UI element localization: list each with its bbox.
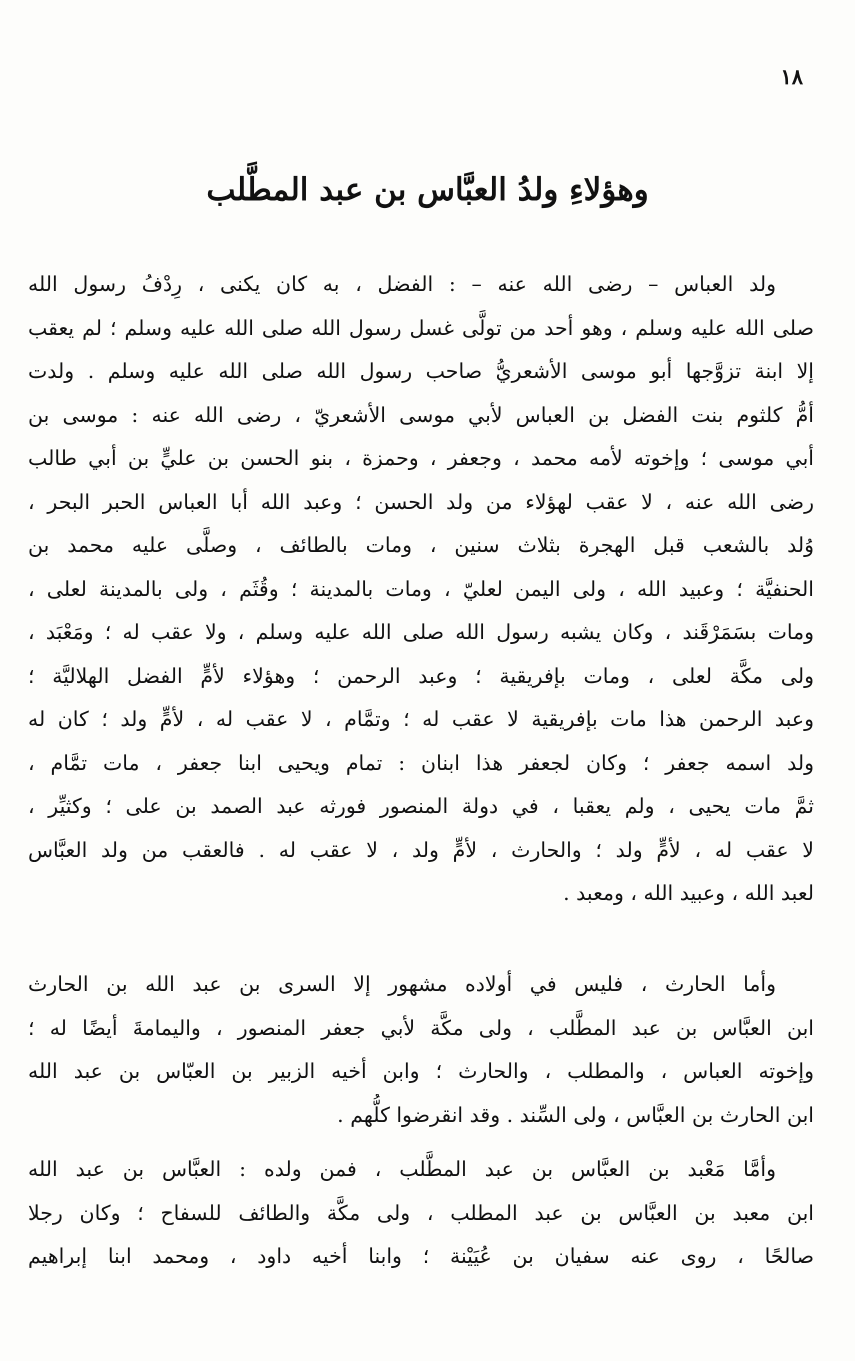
text-line: ابن العبَّاس بن عبد المطَّلب ، ولى مكَّة لأبي جعفر المنصور ، واليمامةَ أيضًا له ؛ bbox=[28, 1015, 814, 1040]
text-line: ولد اسمه جعفر ؛ وكان لجعفر هذا ابنان : تمام ويحيى ابنا جعفر ، مات تمَّام ، bbox=[28, 750, 814, 775]
text-line: وُلد بالشعب قبل الهجرة بثلاث سنين ، ومات بالطائف ، وصلَّى عليه محمد بن bbox=[28, 533, 814, 557]
text-line: ابن معبد بن العبَّاس بن عبد المطلب ، ولى مكَّة والطائف للسفاح ؛ وكان رجلا bbox=[28, 1200, 814, 1225]
text-line: لا عقب له ، لأمٍّ ولد ؛ والحارث ، لأمٍّ ولد ، لا عقب له . فالعقب من ولد العبَّاس bbox=[28, 837, 814, 862]
text-line: رضى الله عنه ، لا عقب لهؤلاء من ولد الحسن ؛ وعبد الله أبا العباس الحبر البحر ، bbox=[28, 489, 814, 514]
text-line: ابن الحارث بن العبَّاس ، ولى السِّند . وقد انقرضوا كلُّهم . bbox=[337, 1102, 814, 1127]
paragraph-2 bbox=[28, 963, 814, 1137]
paragraph-1 bbox=[28, 263, 814, 916]
text-line: صلى الله عليه وسلم ، وهو أحد من تولَّى غسل رسول الله صلى الله عليه وسلم ؛ لم يعقب bbox=[28, 315, 814, 340]
section-title: وهؤلاءِ ولدُ العبَّاس بن عبد المطَّلب bbox=[206, 172, 649, 208]
text-line: أبي موسى ؛ وإخوته لأمه محمد ، وجعفر ، وحمزة ، بنو الحسن بن عليٍّ بن أبي طالب bbox=[28, 446, 814, 470]
text-line: إلا ابنة تزوَّجها أبو موسى الأشعريُّ صاحب رسول الله صلى الله عليه وسلم . ولدت bbox=[28, 359, 814, 383]
paragraph-3 bbox=[28, 1148, 814, 1279]
text-line: لعبد الله ، وعبيد الله ، ومعبد . bbox=[563, 881, 814, 905]
text-line: وعبد الرحمن هذا مات بإفريقية لا عقب له ؛ وتمَّام ، لا عقب له ، لأمٍّ ولد ؛ كان له bbox=[28, 707, 814, 731]
text-line: وإخوته العباس ، والمطلب ، والحارث ؛ وابن أخيه الزبير بن العبّاس بن عبد الله bbox=[28, 1059, 814, 1083]
text-line: وأمَّا مَعْبد بن العبَّاس بن عبد المطَّلب ، فمن ولده : العبَّاس بن عبد الله bbox=[28, 1157, 776, 1181]
text-line: صالحًا ، روى عنه سفيان بن عُيَيْنة ؛ وابنا أخيه داود ، ومحمد ابنا إبراهيم bbox=[28, 1244, 814, 1268]
text-line: ومات بسَمَرْقَند ، وكان يشبه رسول الله صلى الله عليه وسلم ، ولا عقب له ؛ ومَعْبَد ، bbox=[28, 620, 814, 644]
text-line: ولد العباس – رضى الله عنه – : الفضل ، به كان يكنى ، رِدْفُ رسول الله bbox=[28, 272, 776, 296]
text-line: أمُّ كلثوم بنت الفضل بن العباس لأبي موسى الأشعريّ ، رضى الله عنه : موسى بن bbox=[28, 402, 814, 427]
text-line: ثمَّ مات يحيى ، ولم يعقبا ، في دولة المنصور فورثه عبد الصمد بن على ؛ وكثيِّر ، bbox=[28, 794, 814, 818]
text-line: الحنفيَّة ؛ وعبيد الله ، ولى اليمن لعليّ ، ومات بالمدينة ؛ وقُثَم ، ولى بالمدينة لعلى ، bbox=[28, 576, 814, 601]
text-line: ولى مكَّة لعلى ، ومات بإفريقية ؛ وعبد الرحمن ؛ وهؤلاء لأمٍّ الفضل الهلاليَّة ؛ bbox=[28, 663, 814, 688]
text-line: وأما الحارث ، فليس في أولاده مشهور إلا السرى بن عبد الله بن الحارث bbox=[28, 972, 776, 996]
page-number: ١٨ bbox=[780, 64, 803, 89]
